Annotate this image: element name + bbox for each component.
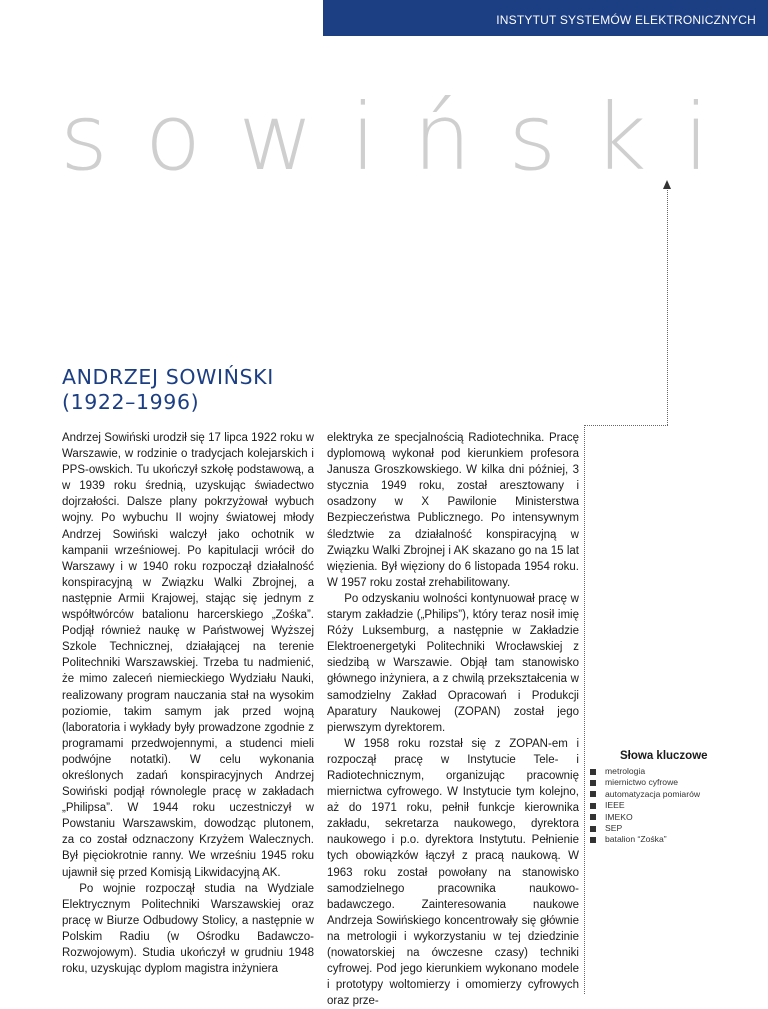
- keyword-item: [590, 823, 750, 834]
- header-band: [323, 0, 768, 36]
- text-column-1: [62, 430, 314, 977]
- paragraph: elektryka ze specjalnością Radiotechnika. Pracę dyplomową wykonał pod kierunkiem profesora Janusza Groszkowskiego. W kilka dni później, 3 stycznia 1949 roku, został aresztowany i osadzony w X Pawilonie Ministerstwa Bezpieczeństwa Publicznego. Po intensywnym śledztwie za działalność konspiracyjną w Związku Walki Zbrojnej i AK skazano go na 15 lat więzienia. Był więziony do 6 listopada 1954 roku. W 1957 roku został zrehabilitowany.: [327, 432, 579, 589]
- keyword-item: [590, 834, 750, 845]
- keywords-title: Słowa kluczowe: [620, 750, 708, 762]
- person-heading: [62, 365, 274, 415]
- dotted-guide-right: [667, 188, 668, 425]
- paragraph: W 1958 roku rozstał się z ZOPAN-em i rozpoczął pracę w Instytucie Tele- i Radiotechnicznym, organizując pracownię miernictwa cyfrowego. W Instytucie tym kolejno, aż do 1971 roku, pełnił funkcje kierownika zakładu, sekretarza naukowego, dyrektora naukowego i p.o. dyrektora Instytutu. Pełnienie tych obowiązków łączył z pracą naukową. W 1963 roku został powołany na stanowisko samodzielnego pracownika naukowo-badawczego. Zainteresowania naukowe Andrzeja Sowińskiego koncentrowały się głównie na metrologii i wykorzystaniu w tej dziedzinie (nowatorskiej na ówczesne czasy) techniki cyfrowej. Pod jego kierunkiem wykonano modele i prototypy woltomierzy i omomierzy cyfrowych oraz prze-: [327, 737, 579, 1008]
- dotted-guide-left: [584, 425, 585, 994]
- text-column-2: [327, 430, 579, 1009]
- keyword-item: [590, 766, 750, 777]
- paragraph: Po odzyskaniu wolności kontynuował pracę w starym zakładzie („Philips”), który teraz nosił imię Róży Luksemburg, a następnie w Zakładzie Elektroenergetyki Politechniki Wrocławskiej z siedzibą w Warszawie. Objął tam stanowisko głównego inżyniera, a z chwilą przekształcenia w samodzielny Zakład Opracowań i Produkcji Aparatury Naukowej (ZOPAN) został jego pierwszym dyrektorem.: [327, 592, 579, 734]
- square-bullet-icon: [590, 791, 596, 797]
- surname-graphic: sowiński: [60, 84, 747, 191]
- square-bullet-icon: [590, 826, 596, 832]
- keyword-item: [590, 812, 750, 823]
- person-years: (1922–1996): [62, 390, 200, 414]
- square-bullet-icon: [590, 803, 596, 809]
- keyword-text: batalion “Zośka”: [605, 834, 667, 845]
- square-bullet-icon: [590, 769, 596, 775]
- keyword-text: metrologia: [605, 766, 646, 776]
- keyword-text: IEEE: [605, 800, 625, 811]
- square-bullet-icon: [590, 814, 596, 820]
- keyword-text: automatyzacja pomiarów: [605, 788, 701, 799]
- person-name: ANDRZEJ SOWIŃSKI: [62, 365, 274, 389]
- header-title: INSTYTUT SYSTEMÓW ELEKTRONICZNYCH: [496, 13, 756, 27]
- arrow-up-icon: [663, 180, 671, 189]
- keyword-text: SEP: [605, 823, 623, 834]
- keyword-item: [590, 800, 750, 811]
- keyword-item: [590, 777, 750, 788]
- dotted-guide-horizontal: [584, 425, 668, 426]
- paragraph: Po wojnie rozpoczął studia na Wydziale Elektrycznym Politechniki Warszawskiej oraz pracę w Biurze Odbudowy Stolicy, a następnie w Polskim Radiu (w Ośrodku Badawczo-Rozwojowym). Studia ukończył w grudniu 1948 roku, uzyskując dyplom magistra inżyniera: [62, 882, 314, 976]
- keyword-item: [590, 789, 750, 800]
- keyword-text: IMEKO: [605, 811, 633, 822]
- square-bullet-icon: [590, 837, 596, 843]
- keywords-list: [590, 766, 750, 846]
- paragraph: Andrzej Sowiński urodził się 17 lipca 1922 roku w Warszawie, w rodzinie o tradycjach kolejarskich i PPS-owskich. Tu ukończył szkołę podstawową, a w 1939 roku średnią, uzyskując świadectwo dojrzałości. Dalsze plany pokrzyżował wybuch wojny. Po wybuchu II wojny światowej młody Andrzej Sowiński walczył jako ochotnik w kampanii wrześniowej. Po kapitulacji wrócił do Warszawy i w 1940 roku rozpoczął działalność konspiracyjną w Związku Walki Zbrojnej, a następnie Armii Krajowej, stając się jednym z współtwórców batalionu harcerskiego „Zośka”. Podjął również naukę w Państwowej Wyższej Szkole Technicznej, działającej na terenie Politechniki Warszawskiej. Trzeba tu nadmienić, że mimo zaleceń niemieckiego Wydziału Nauki, realizowany program nauczania stał na wysokim poziomie, takim samym jak przed wojną (laboratoria i wykłady były prowadzone zgodnie z programami przedwojennymi, a studenci mieli podwójne notatki). W celu wykonania określonych zadań konspiracyjnych Andrzej Sowiński podjął równolegle pracę w zakładach „Philipsa”. W 1944 roku uczestniczył w Powstaniu Warszawskim, dowodząc plutonem, za co został odznaczony Krzyżem Walecznych. Był pięciokrotnie ranny. We wrześniu 1945 roku ujawnił się przed Komisją Likwidacyjną AK.: [62, 432, 314, 879]
- keyword-text: miernictwo cyfrowe: [605, 777, 679, 788]
- keywords-box: [590, 750, 750, 846]
- square-bullet-icon: [590, 780, 596, 786]
